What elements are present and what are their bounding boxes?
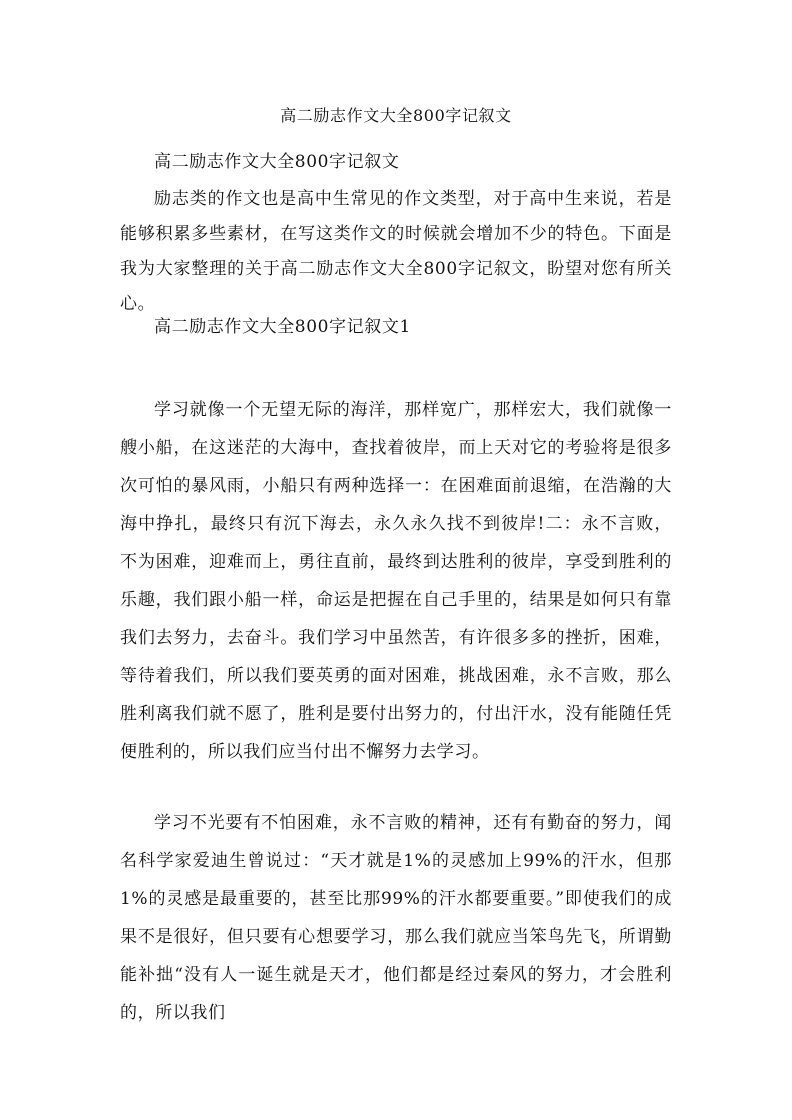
intro-paragraph: 励志类的作文也是高中生常见的作文类型，对于高中生来说，若是能够积累多些素材，在写这类作文的时候就会增加不少的特色。下面是我为大家整理的关于高二励志作文大全800字记叙文，盼望对您有所关心。 [120,189,672,314]
document-subtitle: 高二励志作文大全800字记叙文 [154,152,400,172]
document-title: 高二励志作文大全800字记叙文 [280,106,512,125]
section-heading: 高二励志作文大全800字记叙文1 [154,317,411,337]
body-paragraph-1: 学习就像一个无望无际的海洋，那样宽广，那样宏大，我们就像一艘小船，在这迷茫的大海中，查找着彼岸，而上天对它的考验将是很多次可怕的暴风雨，小船只有两种选择一：在困难面前退缩，在浩瀚的大海中挣扎，最终只有沉下海去，永久永久找不到彼岸!二：永不言败，不为困难，迎难而上，勇往直前，最终到达胜利的彼岸，享受到胜利的乐趣，我们跟小船一样，命运是把握在自己手里的，结果是如何只有靠我们去努力，去奋斗。我们学习中虽然苦，有许很多多的挫折，困难，等待着我们，所以我们要英勇的面对困难，挑战困难，永不言败，那么胜利离我们就不愿了，胜利是要付出努力的，付出汗水，没有能随任凭便胜利的，所以我们应当付出不懈努力去学习。 [120,400,672,762]
body-paragraph-2: 学习不光要有不怕困难，永不言败的精神，还有有勤奋的努力，闻名科学家爱迪生曾说过：“天才就是1%的灵感加上99%的汗水，但那1%的灵感是最重要的，甚至比那99%的汗水都要重要。”即使我们的成果不是很好，但只要有心想要学习，那么我们就应当笨鸟先飞，所谓勤能补拙“没有人一诞生就是天才，他们都是经过秦风的努力，才会胜利的，所以我们 [120,813,672,1023]
